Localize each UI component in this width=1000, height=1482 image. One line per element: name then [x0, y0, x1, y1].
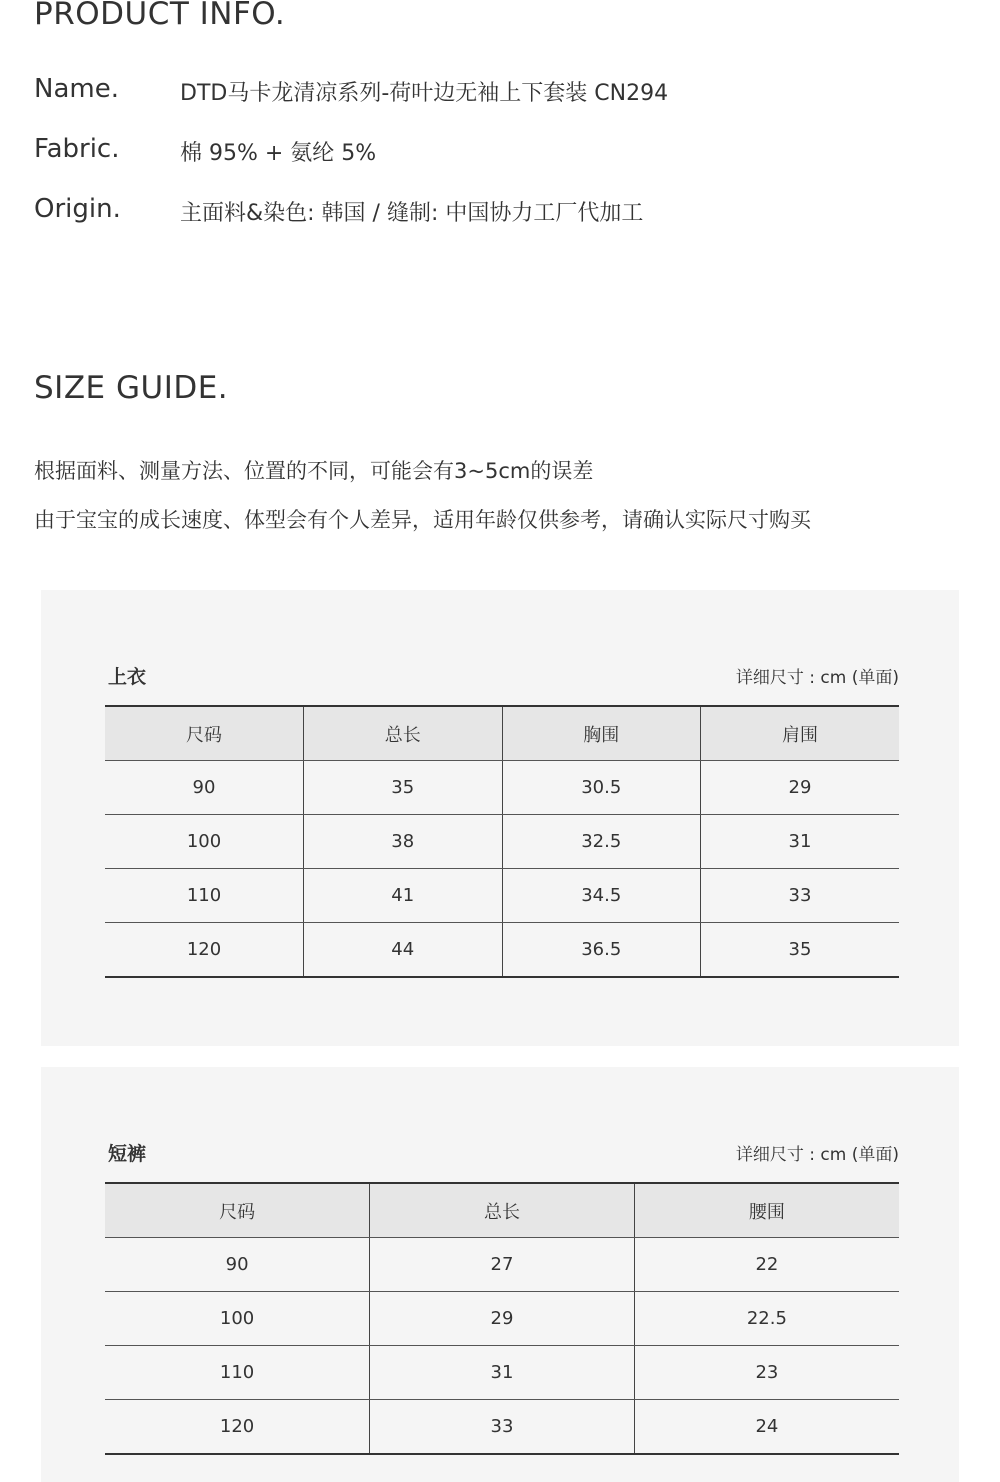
origin-value: 主面料&染色: 韩国 / 缝制: 中国协力工厂代加工	[180, 201, 644, 226]
fabric-label: Fabric.	[34, 134, 120, 164]
fabric-value: 棉 95% + 氨纶 5%	[180, 141, 377, 166]
top-table-title: 上衣	[108, 666, 147, 688]
header-length: 总长	[370, 1183, 635, 1238]
shorts-size-panel	[41, 1067, 959, 1482]
table-cell: 110	[105, 869, 304, 923]
header-chest: 胸围	[502, 706, 701, 761]
table-cell: 22	[634, 1238, 899, 1292]
name-value: DTD马卡龙清凉系列-荷叶边无袖上下套装 CN294	[180, 81, 669, 106]
table-cell: 33	[370, 1400, 635, 1455]
table-header-row	[105, 1183, 899, 1238]
table-row	[105, 761, 899, 815]
table-row	[105, 1238, 899, 1292]
product-info-title: PRODUCT INFO.	[34, 0, 286, 32]
header-waist: 腰围	[634, 1183, 899, 1238]
shorts-size-table	[105, 1182, 899, 1455]
origin-label: Origin.	[34, 194, 121, 224]
table-cell: 33	[701, 869, 900, 923]
table-cell: 110	[105, 1346, 370, 1400]
table-cell: 90	[105, 761, 304, 815]
table-cell: 22.5	[634, 1292, 899, 1346]
table-row	[105, 815, 899, 869]
table-cell: 35	[304, 761, 503, 815]
table-cell: 34.5	[502, 869, 701, 923]
top-size-panel	[41, 590, 959, 1046]
table-cell: 120	[105, 1400, 370, 1455]
table-cell: 36.5	[502, 923, 701, 978]
top-size-table	[105, 705, 899, 978]
table-cell: 100	[105, 1292, 370, 1346]
name-label: Name.	[34, 74, 119, 104]
table-cell: 90	[105, 1238, 370, 1292]
size-note-age: 由于宝宝的成长速度、体型会有个人差异，适用年龄仅供参考，请确认实际尺寸购买	[34, 508, 811, 532]
top-unit-note: 详细尺寸 : cm (单面)	[735, 668, 899, 688]
table-header-row	[105, 706, 899, 761]
table-cell: 44	[304, 923, 503, 978]
header-shoulder: 肩围	[701, 706, 900, 761]
table-row	[105, 869, 899, 923]
header-size: 尺码	[105, 1183, 370, 1238]
size-guide-title: SIZE GUIDE.	[34, 370, 229, 406]
table-cell: 100	[105, 815, 304, 869]
shorts-unit-note: 详细尺寸 : cm (单面)	[735, 1145, 899, 1165]
table-cell: 29	[701, 761, 900, 815]
table-cell: 31	[701, 815, 900, 869]
table-cell: 23	[634, 1346, 899, 1400]
table-row	[105, 923, 899, 978]
size-note-tolerance: 根据面料、测量方法、位置的不同，可能会有3~5cm的误差	[34, 459, 594, 483]
table-cell: 29	[370, 1292, 635, 1346]
table-cell: 31	[370, 1346, 635, 1400]
table-cell: 120	[105, 923, 304, 978]
table-row	[105, 1400, 899, 1455]
table-cell: 41	[304, 869, 503, 923]
table-cell: 38	[304, 815, 503, 869]
header-size: 尺码	[105, 706, 304, 761]
table-cell: 27	[370, 1238, 635, 1292]
table-cell: 35	[701, 923, 900, 978]
table-row	[105, 1346, 899, 1400]
shorts-table-title: 短裤	[108, 1143, 147, 1165]
table-cell: 24	[634, 1400, 899, 1455]
table-cell: 32.5	[502, 815, 701, 869]
header-length: 总长	[304, 706, 503, 761]
table-cell: 30.5	[502, 761, 701, 815]
table-row	[105, 1292, 899, 1346]
